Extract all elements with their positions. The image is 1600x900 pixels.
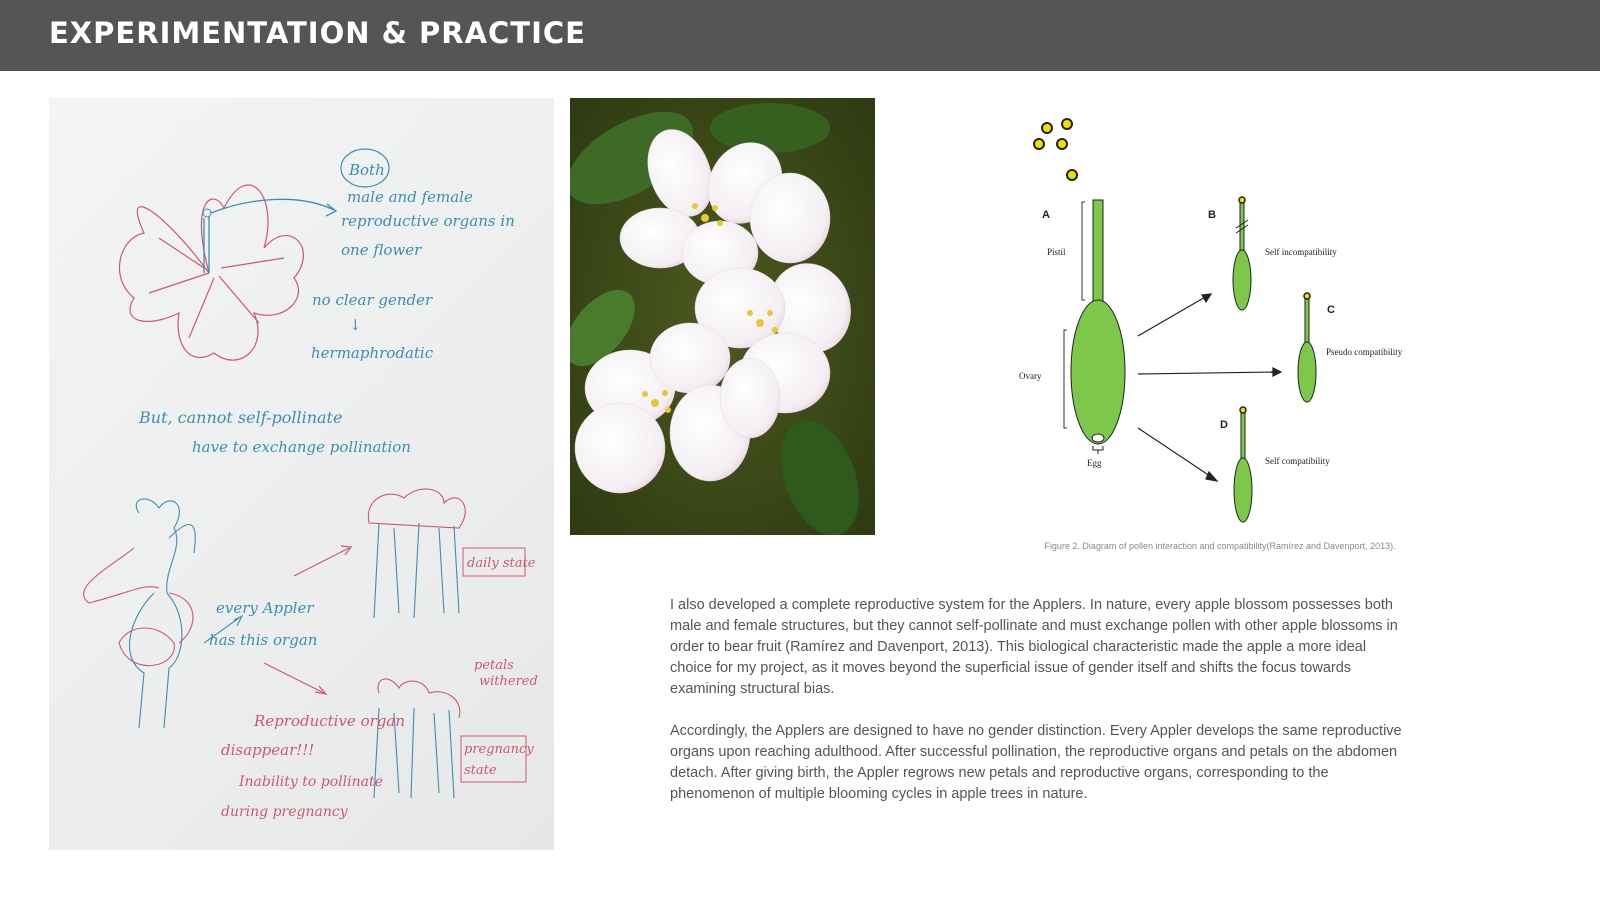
note-petals1: petals [474,658,514,673]
pistil-c [1298,297,1316,402]
page-title: EXPERIMENTATION & PRACTICE [49,16,586,50]
pistil-d [1234,412,1252,522]
note-line3: one flower [341,241,422,259]
pregnancy-state-figure [374,679,460,798]
note-no-gender: no clear gender [312,291,433,309]
note-both: Both [349,161,385,179]
flower-drawing [120,185,304,360]
apple-blossom-photo [570,98,875,535]
label-pseudo: Pseudo compatibility [1326,347,1403,357]
note-repro1: Reproductive organ [254,712,405,730]
note-every1: every Appler [216,599,314,617]
figure-caption: Figure 2. Diagram of pollen interaction and compatibility(Ramírez and Davenport, 2013). [1044,541,1396,551]
label-a: A [1042,209,1050,221]
pistil-a [1071,200,1125,444]
note-herma: hermaphrodatic [311,344,434,362]
label-d: D [1220,419,1228,431]
note-repro2: disappear!!! [221,741,315,759]
note-preg2: state [464,763,497,778]
label-self-compat: Self compatibility [1265,456,1330,466]
note-arrow: ↓ [349,316,362,334]
pollen-compatibility-diagram [1010,110,1430,530]
label-egg: Egg [1087,458,1102,468]
label-self-incompat: Self incompatibility [1265,247,1337,257]
sketch-image [49,98,554,850]
daily-state-figure [368,489,465,618]
arrows [1138,294,1281,481]
note-have: have to exchange pollination [192,438,411,456]
paragraph-1: I also developed a complete reproductive system for the Applers. In nature, every apple blossom possesses both male and female structures, but they cannot self-pollinate and must exchange pollen with other apple blossoms in order to bear fruit (Ramírez and Davenport, 2013). This biological characteristic made the apple a more ideal choice for my project, as it moves beyond the superficial issue of gender itself and shifts the focus towards examining structural bias. [670,597,1398,697]
pistil-b [1233,202,1251,310]
label-pistil: Pistil [1047,247,1066,257]
body-text [670,595,1410,826]
note-daily: daily state [467,556,536,571]
label-b: B [1208,209,1216,221]
label-ovary: Ovary [1019,371,1042,381]
note-inab2: during pregnancy [221,804,348,820]
label-c: C [1327,304,1335,316]
header-bar [0,0,1600,71]
note-inab1: Inability to pollinate [239,774,383,790]
note-preg1: pregnancy [464,742,534,757]
sketch-drawing [49,98,554,850]
note-line1: male and female [347,188,473,206]
note-every2: has this organ [209,631,318,649]
paragraph-2: Accordingly, the Applers are designed to have no gender distinction. Every Appler develops the same reproductive organs upon reaching adulthood. After successful pollination, the reproductive organs and petals on the abdomen detach. After giving birth, the Appler regrows new petals and reproductive organs, corresponding to the phenomenon of multiple blooming cycles in apple trees in nature. [670,723,1402,802]
note-petals2: withered [479,674,538,689]
note-but: But, cannot self-pollinate [139,408,343,427]
pollen-grains [1034,119,1077,180]
note-line2: reproductive organs in [341,212,515,230]
